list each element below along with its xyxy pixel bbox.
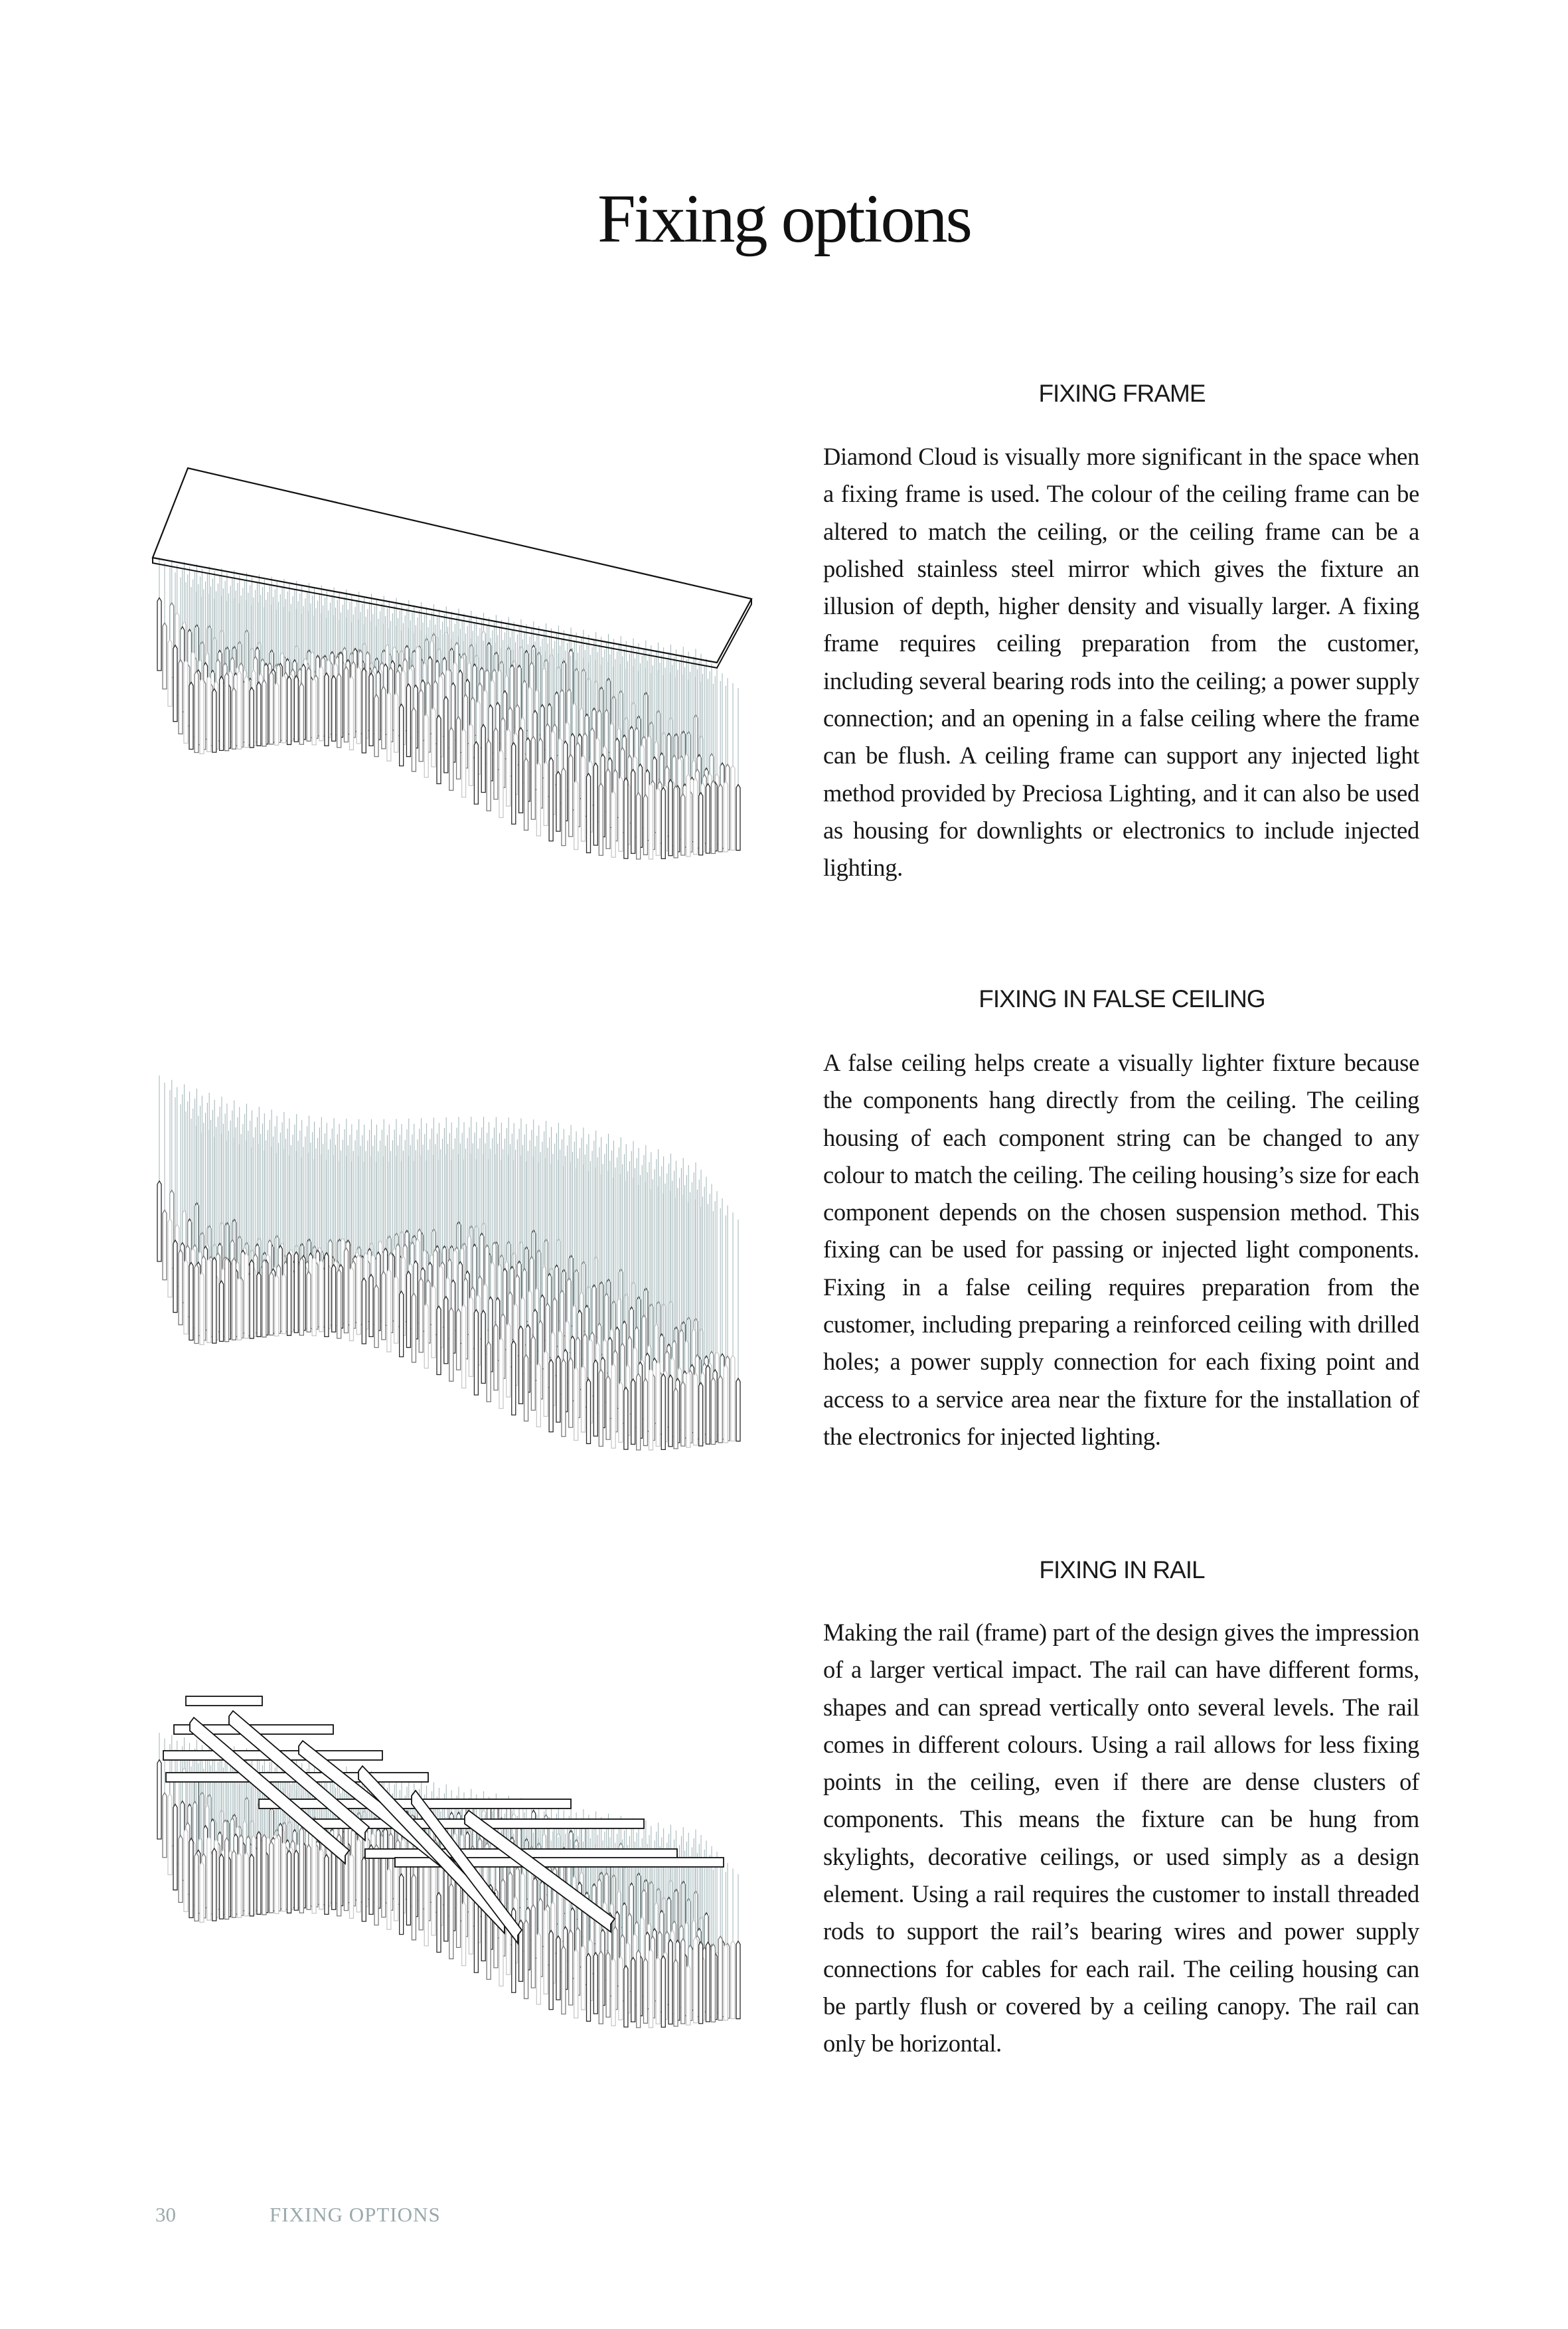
pendant-components bbox=[157, 1076, 740, 1450]
chandelier-false-ceiling-illustration bbox=[146, 1062, 757, 1474]
footer-section-label: FIXING OPTIONS bbox=[270, 2203, 441, 2226]
chandelier-rail-illustration bbox=[146, 1660, 757, 2085]
section-heading-fixing-rail: FIXING IN RAIL bbox=[1039, 1556, 1205, 1583]
fixing-frame-outline bbox=[153, 468, 751, 663]
chandelier-fixing-frame-illustration bbox=[146, 451, 757, 903]
pendant-components bbox=[157, 558, 740, 859]
section-heading-fixing-false-ceiling: FIXING IN FALSE CEILING bbox=[979, 985, 1265, 1012]
section-heading-fixing-frame: FIXING FRAME bbox=[1038, 380, 1206, 407]
section-body-fixing-frame: Diamond Cloud is visually more significant in the space when a fixing frame is used. The colour of the ceiling frame can be altered to match the ceiling, or the ceiling frame can be a polished stainless steel mirror which gives the fixture an illusion of depth, higher density and visually larger. A fixing frame requires ceiling preparation from the customer, including several bearing rods into the ceiling; a power supply connection; and an opening in a false ceiling where the frame can be flush. A ceiling frame can support any injected light method provided by Preciosa Lighting, and it can also be used as housing for downlights or electronics to include injected lighting. bbox=[823, 443, 1419, 882]
page-title: Fixing options bbox=[597, 181, 971, 257]
section-body-fixing-rail: Making the rail (frame) part of the design gives the impression of a larger vertical impact. The rail can have different forms, shapes and can spread vertically onto several levels. The rail comes in different colours. Using a rail allows for less fixing points in the ceiling, even if there are dense clusters of components. This means the fixture can be hung from skylights, decorative ceilings, or used simply as a design element. Using a rail requires the customer to install threaded rods to support the rail’s bearing wires and power supply connections for cables for each rail. The ceiling housing can be partly flush or covered by a ceiling canopy. The rail can only be horizontal. bbox=[823, 1619, 1419, 2057]
section-body-fixing-false-ceiling: A false ceiling helps create a visually lighter fixture because the components hang directly from the ceiling. The ceiling housing of each component string can be changed to any colour to match the ceiling. The ceiling housing’s size for each component depends on the chosen suspension method. This fixing can be used for passing or injected light components. Fixing in a false ceiling requires preparation from the customer, including preparing a reinforced ceiling with drilled holes; a power supply connection for each fixing point and access to a service area near the fixture for the installation of the electronics for injected lighting. bbox=[823, 1049, 1419, 1450]
footer-page-number: 30 bbox=[155, 2203, 176, 2226]
